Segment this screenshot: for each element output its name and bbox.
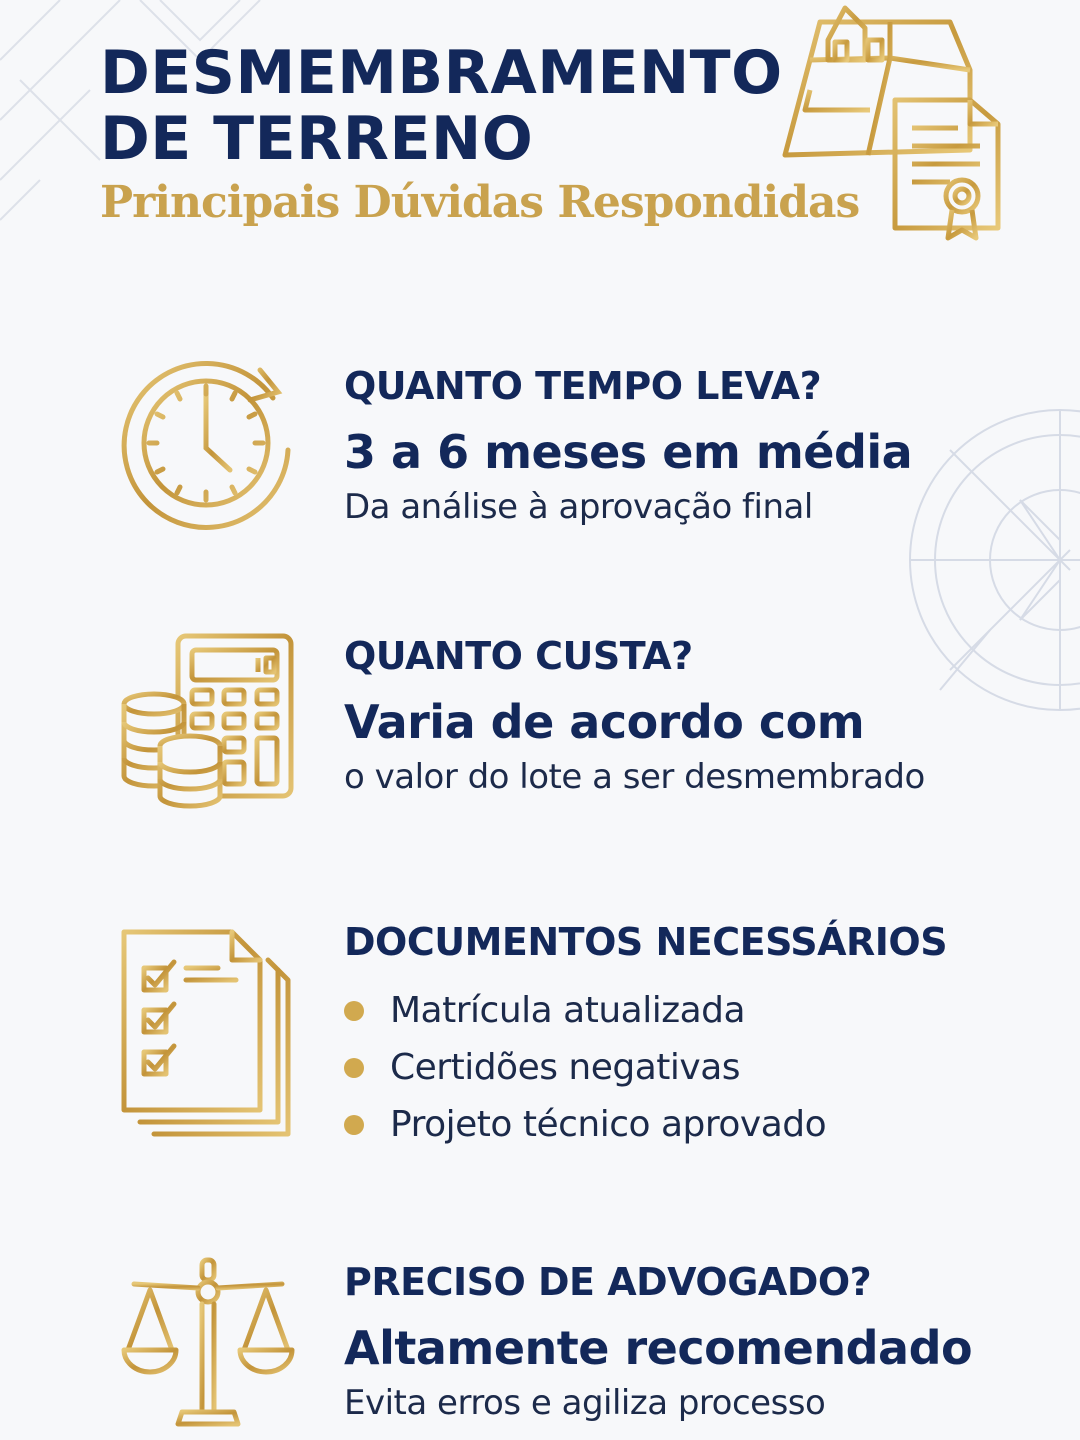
calculator-coins-icon — [118, 630, 303, 815]
question-heading: QUANTO TEMPO LEVA? — [344, 364, 822, 408]
page-title-line1: DESMEMBRAMENTO — [100, 38, 783, 108]
question-heading: QUANTO CUSTA? — [344, 634, 693, 678]
scales-of-justice-icon — [120, 1254, 300, 1434]
header — [100, 38, 860, 230]
detail-text: o valor do lote a ser desmembrado — [344, 757, 925, 797]
question-heading: PRECISO DE ADVOGADO? — [344, 1260, 872, 1304]
list-item-label: Certidões negativas — [390, 1047, 741, 1088]
section-documents-text — [344, 920, 1064, 1153]
answer-text: Altamente recomendado — [344, 1321, 973, 1375]
bullet-icon — [344, 1058, 364, 1078]
land-plot-certificate-icon — [780, 0, 1010, 250]
list-item — [344, 1096, 1064, 1153]
list-item — [344, 1039, 1064, 1096]
section-cost-text — [344, 634, 1064, 798]
documents-list — [344, 982, 1064, 1153]
bullet-icon — [344, 1115, 364, 1135]
question-heading: DOCUMENTOS NECESSÁRIOS — [344, 920, 948, 964]
page-title-line2: DE TERRENO — [100, 104, 534, 174]
answer-text: Varia de acordo com — [344, 695, 865, 749]
detail-text: Da análise à aprovação final — [344, 487, 813, 527]
page-subtitle: Principais Dúvidas Respondidas — [100, 177, 860, 228]
detail-text: Evita erros e agiliza processo — [344, 1383, 826, 1423]
bullet-icon — [344, 1001, 364, 1021]
documents-checklist-icon — [118, 926, 303, 1146]
clock-icon — [118, 350, 298, 535]
list-item — [344, 982, 1064, 1039]
section-time-text — [344, 364, 1064, 528]
list-item-label: Projeto técnico aprovado — [390, 1104, 827, 1145]
answer-text: 3 a 6 meses em média — [344, 425, 913, 479]
section-lawyer-text — [344, 1260, 1064, 1424]
list-item-label: Matrícula atualizada — [390, 990, 746, 1031]
